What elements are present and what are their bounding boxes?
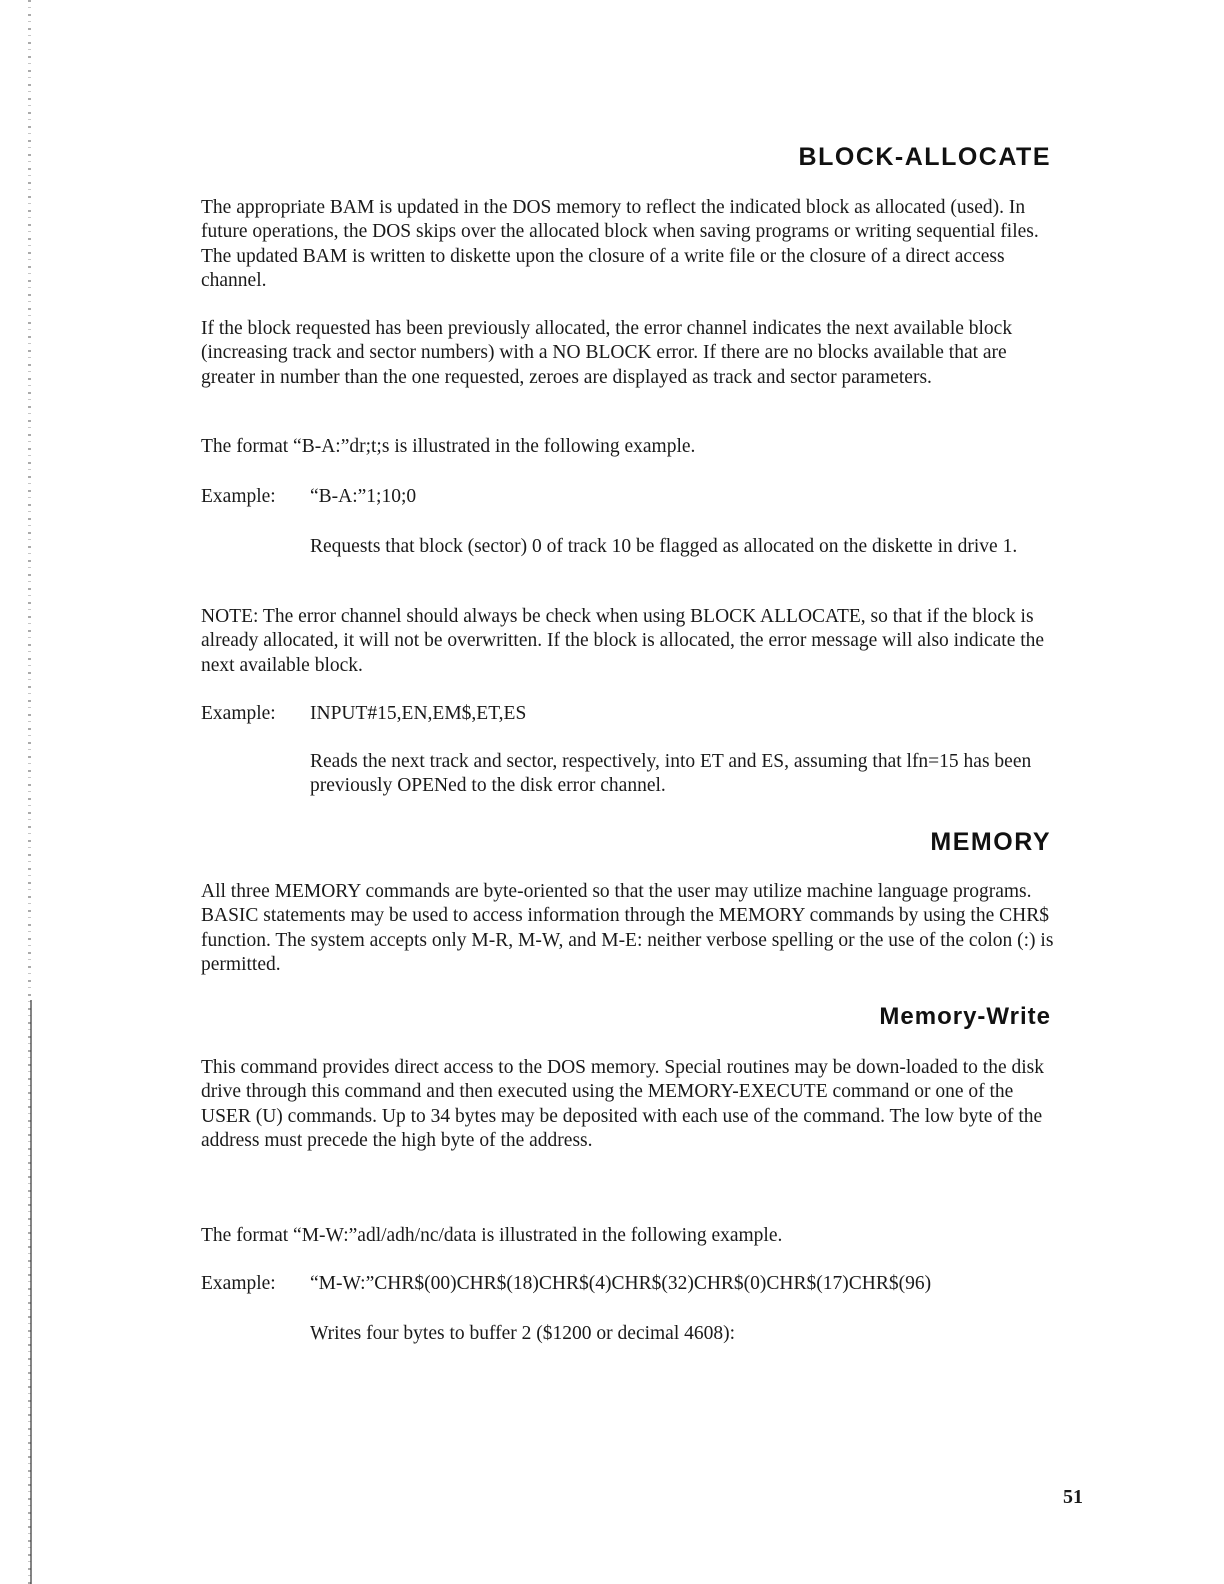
memory-write-example-description: Writes four bytes to buffer 2 ($1200 or decimal 4608):	[310, 1323, 736, 1344]
block-allocate-example-1	[201, 485, 416, 509]
example-code: INPUT#15,EN,EM$,ET,ES	[310, 703, 527, 724]
block-allocate-example-2	[201, 702, 526, 726]
block-allocate-paragraph-2: If the block requested has been previously allocated, the error channel indicates the next available block (increasing track and sector numbers) with a NO BLOCK error. If there are no blocks available that are greater in number than the one requested, zeroes are displayed as track and sector parameters.	[201, 318, 1013, 388]
block-allocate-note: NOTE: The error channel should always be check when using BLOCK ALLOCATE, so that if the block is already allocated, it will not be overwritten. If the block is allocated, the error message will also indicate the next available block.	[201, 606, 1045, 676]
scan-binding-shadow	[30, 1000, 32, 1584]
memory-heading: MEMORY	[930, 828, 1051, 856]
block-allocate-heading: BLOCK-ALLOCATE	[798, 143, 1051, 171]
example-label: Example:	[201, 703, 276, 724]
example-label: Example:	[201, 486, 276, 507]
memory-write-heading: Memory-Write	[879, 1003, 1051, 1030]
example-code: “M-W:”CHR$(00)CHR$(18)CHR$(4)CHR$(32)CHR$(0)CHR$(17)CHR$(96)	[310, 1273, 932, 1294]
memory-write-format-line: The format “M-W:”adl/adh/nc/data is illustrated in the following example.	[201, 1225, 783, 1246]
block-allocate-paragraph-1: The appropriate BAM is updated in the DOS memory to reflect the indicated block as allocated (used). In future operations, the DOS skips over the allocated block when saving programs or writing sequential files. The updated BAM is written to diskette upon the closure of a write file or the closure of a direct access channel.	[201, 197, 1039, 291]
memory-write-paragraph: This command provides direct access to the DOS memory. Special routines may be down-loaded to the disk drive through this command and then executed using the MEMORY-EXECUTE command or one of the USER (U) commands. Up to 34 bytes may be deposited with each use of the command. The low byte of the address must precede the high byte of the address.	[201, 1057, 1044, 1151]
block-allocate-example-2-description: Reads the next track and sector, respectively, into ET and ES, assuming that lfn=15 has been previously OPENed to the disk error channel.	[310, 751, 1032, 797]
block-allocate-format-line: The format “B-A:”dr;t;s is illustrated in the following example.	[201, 436, 696, 457]
page-number: 51	[1063, 1486, 1083, 1508]
example-code: “B-A:”1;10;0	[310, 486, 417, 507]
example-label: Example:	[201, 1273, 276, 1294]
memory-write-example	[201, 1272, 931, 1296]
memory-paragraph: All three MEMORY commands are byte-oriented so that the user may utilize machine language programs. BASIC statements may be used to access information through the MEMORY commands by using the CHR$ function. The system accepts only M-R, M-W, and M-E: neither verbose spelling or the use of the colon (:) is permitted.	[201, 881, 1054, 975]
block-allocate-example-1-description: Requests that block (sector) 0 of track 10 be flagged as allocated on the diskette in drive 1.	[310, 536, 1018, 557]
